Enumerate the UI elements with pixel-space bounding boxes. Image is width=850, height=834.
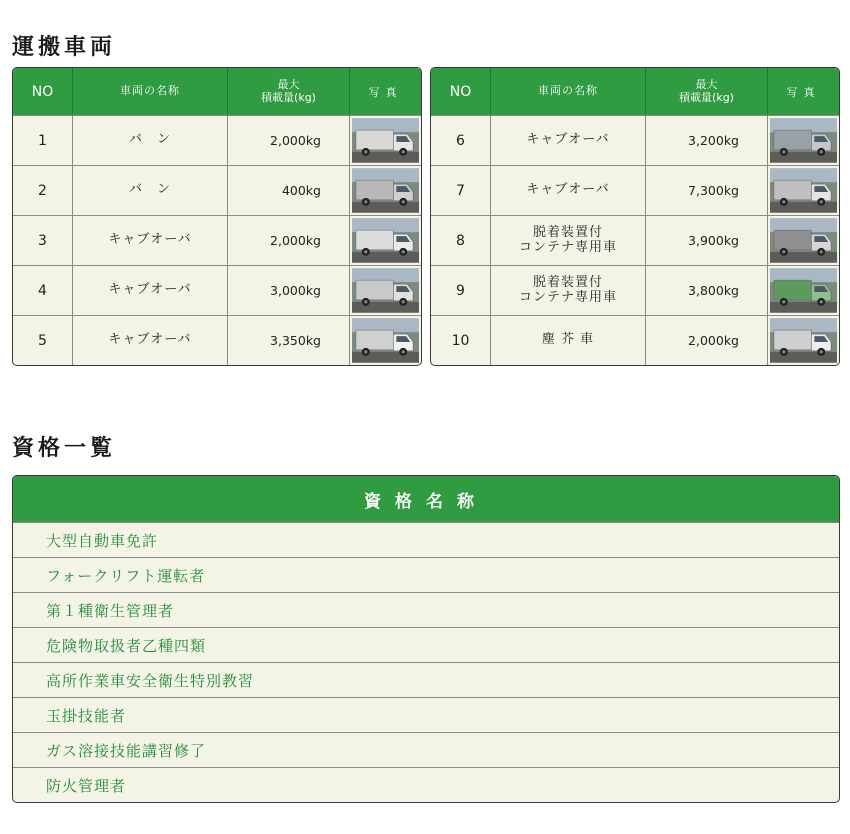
header-no: NO (31, 83, 54, 100)
vehicle-no: 2 (38, 182, 47, 199)
header-photo: 写真 (349, 68, 421, 115)
vehicle-table-right (430, 67, 840, 366)
truck-photo-icon (352, 218, 419, 263)
vehicle-name: キャブオーバ (72, 266, 227, 315)
vehicle-no: 10 (451, 332, 470, 349)
truck-photo-icon (352, 318, 419, 363)
vehicle-table-header (431, 68, 839, 115)
truck-photo-icon (352, 118, 419, 163)
vehicle-photo (349, 116, 421, 165)
vehicle-capacity: 3,000kg (227, 266, 349, 315)
qualifications-header: 資格名称 (13, 476, 839, 522)
qualification-item: フォークリフト運転者 (13, 557, 839, 592)
vehicle-capacity: 3,350kg (227, 316, 349, 365)
vehicle-capacity: 3,900kg (645, 216, 767, 265)
vehicle-row (13, 265, 421, 315)
qualification-item: 大型自動車免許 (13, 522, 839, 557)
vehicle-table-left (12, 67, 422, 366)
header-capacity (227, 68, 349, 115)
vehicle-capacity: 3,800kg (645, 266, 767, 315)
vehicle-no: 6 (456, 132, 465, 149)
vehicle-name: キャブオーバ (490, 116, 645, 165)
vehicle-row (431, 215, 839, 265)
qualification-item: 高所作業車安全衛生特別教習 (13, 662, 839, 697)
vehicle-row (431, 315, 839, 365)
truck-photo-icon (770, 268, 837, 313)
vehicle-photo (349, 166, 421, 215)
header-capacity-line1: 最大 (277, 77, 300, 91)
vehicle-capacity: 7,300kg (645, 166, 767, 215)
vehicle-photo (767, 116, 839, 165)
qualifications-table (12, 475, 840, 803)
header-no: NO (449, 83, 472, 100)
vehicle-name: キャブオーバ (72, 216, 227, 265)
header-capacity (645, 68, 767, 115)
vehicle-capacity: 2,000kg (227, 116, 349, 165)
vehicle-no: 8 (456, 232, 465, 249)
vehicle-photo (767, 216, 839, 265)
vehicle-name: キャブオーバ (490, 166, 645, 215)
truck-photo-icon (770, 168, 837, 213)
vehicle-name: 塵 芥 車 (490, 316, 645, 365)
vehicles-title: 運搬車両 (12, 35, 117, 60)
vehicle-photo (767, 316, 839, 365)
vehicle-capacity: 400kg (227, 166, 349, 215)
vehicle-photo (349, 266, 421, 315)
qualification-item: ガス溶接技能講習修了 (13, 732, 839, 767)
truck-photo-icon (352, 168, 419, 213)
header-capacity-line2: 積載量(kg) (679, 90, 734, 104)
vehicle-no: 5 (38, 332, 47, 349)
vehicle-photo (767, 166, 839, 215)
vehicle-capacity: 2,000kg (227, 216, 349, 265)
vehicle-table-header (13, 68, 421, 115)
vehicle-no: 4 (38, 282, 47, 299)
header-photo: 写真 (767, 68, 839, 115)
vehicle-row (13, 215, 421, 265)
vehicle-row (13, 165, 421, 215)
vehicle-no: 7 (456, 182, 465, 199)
vehicle-row (13, 115, 421, 165)
vehicle-capacity: 2,000kg (645, 316, 767, 365)
vehicle-photo (349, 216, 421, 265)
header-name: 車両の名称 (490, 68, 645, 115)
header-capacity-line1: 最大 (695, 77, 718, 91)
vehicle-photo (349, 316, 421, 365)
vehicle-photo (767, 266, 839, 315)
qualification-item: 防火管理者 (13, 767, 839, 802)
vehicle-row (431, 165, 839, 215)
vehicle-name: バ ン (72, 116, 227, 165)
vehicle-no: 1 (38, 132, 47, 149)
vehicle-no: 3 (38, 232, 47, 249)
header-capacity-line2: 積載量(kg) (261, 90, 316, 104)
qualifications-title: 資格一覧 (12, 436, 117, 461)
qualification-item: 玉掛技能者 (13, 697, 839, 732)
vehicle-name: 脱着装置付 コンテナ専用車 (490, 266, 645, 315)
vehicle-name: バ ン (72, 166, 227, 215)
header-name: 車両の名称 (72, 68, 227, 115)
vehicle-no: 9 (456, 282, 465, 299)
qualification-item: 危険物取扱者乙種四類 (13, 627, 839, 662)
vehicle-row (431, 265, 839, 315)
vehicle-capacity: 3,200kg (645, 116, 767, 165)
vehicle-row (431, 115, 839, 165)
vehicle-name: キャブオーバ (72, 316, 227, 365)
truck-photo-icon (770, 318, 837, 363)
truck-photo-icon (770, 218, 837, 263)
vehicle-name: 脱着装置付 コンテナ専用車 (490, 216, 645, 265)
qualification-item: 第１種衛生管理者 (13, 592, 839, 627)
truck-photo-icon (352, 268, 419, 313)
truck-photo-icon (770, 118, 837, 163)
vehicle-row (13, 315, 421, 365)
